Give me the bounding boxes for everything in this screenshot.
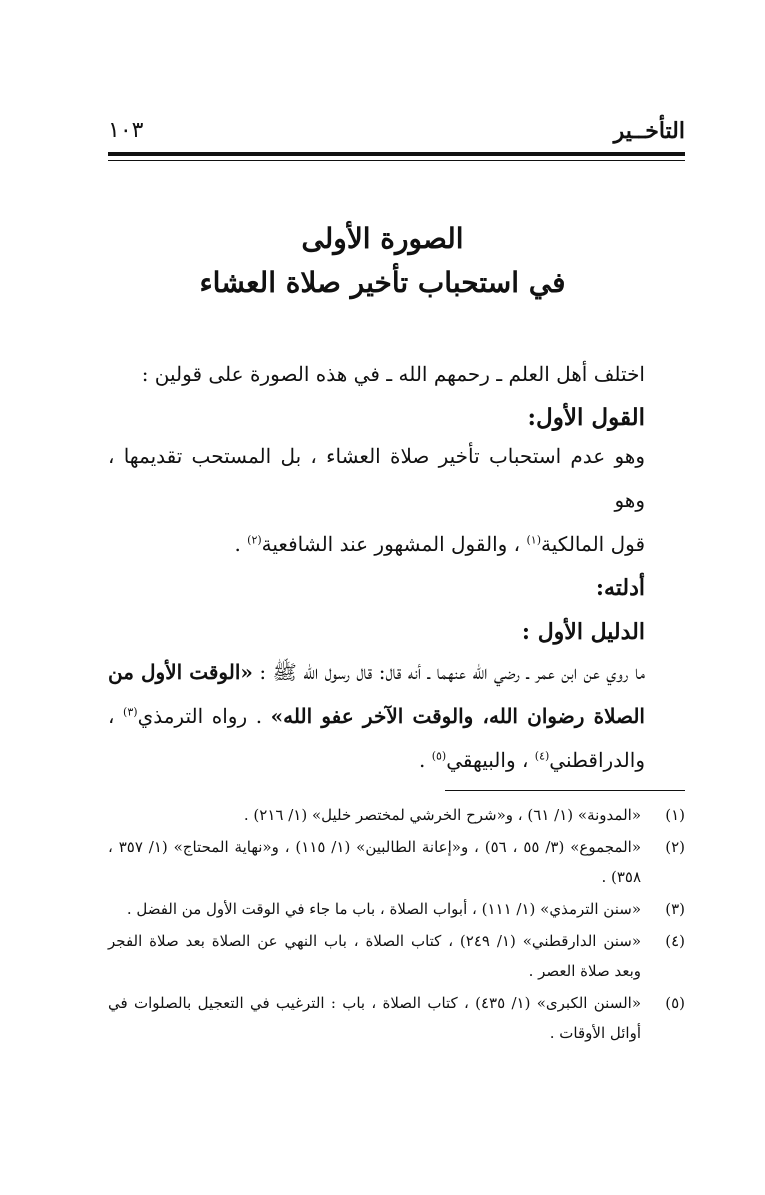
madhhab-text-c: . [234,532,248,556]
footnote-ref-3[interactable]: (٣) [123,705,138,719]
narrator-daraqutni: ، والدراقطني [108,704,645,772]
narrated-by: . رواه [211,704,271,728]
footnote-ref-4[interactable]: (٤) [534,749,550,763]
end-mark: . [418,748,432,772]
running-title: التأخــير [613,118,685,144]
first-evidence-heading: الدليل الأول : [521,619,645,645]
footnote-text: «المجموع» (٣/ ٥٥ ، ٥٦) ، و«إعانة الطالبين» (١/ ١١٥) ، و«نهاية المحتاج» (١/ ٣٥٧ ، ٣٥٨) . [108,838,642,886]
footnote-ref-1[interactable]: (١) [526,533,542,547]
footnote-number: (٤) [665,932,685,950]
header-rule-thick [108,152,685,156]
evidence-heading: أدلته: [595,575,645,601]
header-rule-thin [108,160,685,161]
footnote-3 [108,894,685,924]
page-number: ١٠٣ [108,118,144,143]
narration-intro: ما روي عن ابن عمر ـ رضي الله عنهما ـ أنه قال: قال رسول الله ﷺ : [259,660,645,684]
footnote-4 [108,926,685,986]
narrator-tirmidhi: الترمذي [137,704,204,728]
madhhab-paragraph [108,522,645,566]
footnote-text: «السنن الكبرى» (١/ ٤٣٥) ، كتاب الصلاة ، باب : الترغيب في التعجيل بالصلوات في أوائل الأوقات . [108,994,642,1042]
section-title: الصورة الأولى [301,222,464,255]
footnote-text: «سنن الترمذي» (١/ ١١١) ، أبواب الصلاة ، باب ما جاء في الوقت الأول من الفضل . [126,900,641,918]
hadith-text: «الوقت الأول من الصلاة رضوان الله، والوقت الآخر عفو الله» [108,660,645,728]
section-subtitle: في استحباب تأخير صلاة العشاء [199,266,566,299]
intro-paragraph: اختلف أهل العلم ـ رحمهم الله ـ في هذه الصورة على قولين : [141,362,645,386]
footnote-text: «المدونة» (١/ ٦١) ، و«شرح الخرشي لمختصر خليل» (١/ ٢١٦) . [243,806,641,824]
footnote-text: «سنن الدارقطني» (١/ ٢٤٩) ، كتاب الصلاة ، باب النهي عن الصلاة بعد صلاة الفجر وبعد صلاة العصر . [108,932,642,980]
footnote-1 [108,800,685,830]
footnote-separator [445,790,685,791]
madhhab-text-a: قول المالكية [541,532,645,556]
footnote-ref-2[interactable]: (٢) [247,533,262,547]
footnote-number: (١) [665,806,685,824]
narrator-bayhaqi: ، والبيهقي [446,748,535,772]
footnote-number: (٢) [665,838,685,856]
footnotes [108,800,685,1050]
footnote-number: (٣) [665,900,685,918]
madhhab-text-b: ، والقول المشهور عند الشافعية [261,532,527,556]
first-saying-heading: القول الأول: [527,404,645,431]
first-saying-text: وهو عدم استحباب تأخير صلاة العشاء ، بل المستحب تقديمها ، وهو [108,444,645,512]
footnote-ref-5[interactable]: (٥) [431,749,447,763]
page-header [108,112,685,152]
narration-paragraph [108,650,645,782]
footnote-number: (٥) [665,994,685,1012]
footnote-5 [108,988,685,1048]
footnote-2 [108,832,685,892]
